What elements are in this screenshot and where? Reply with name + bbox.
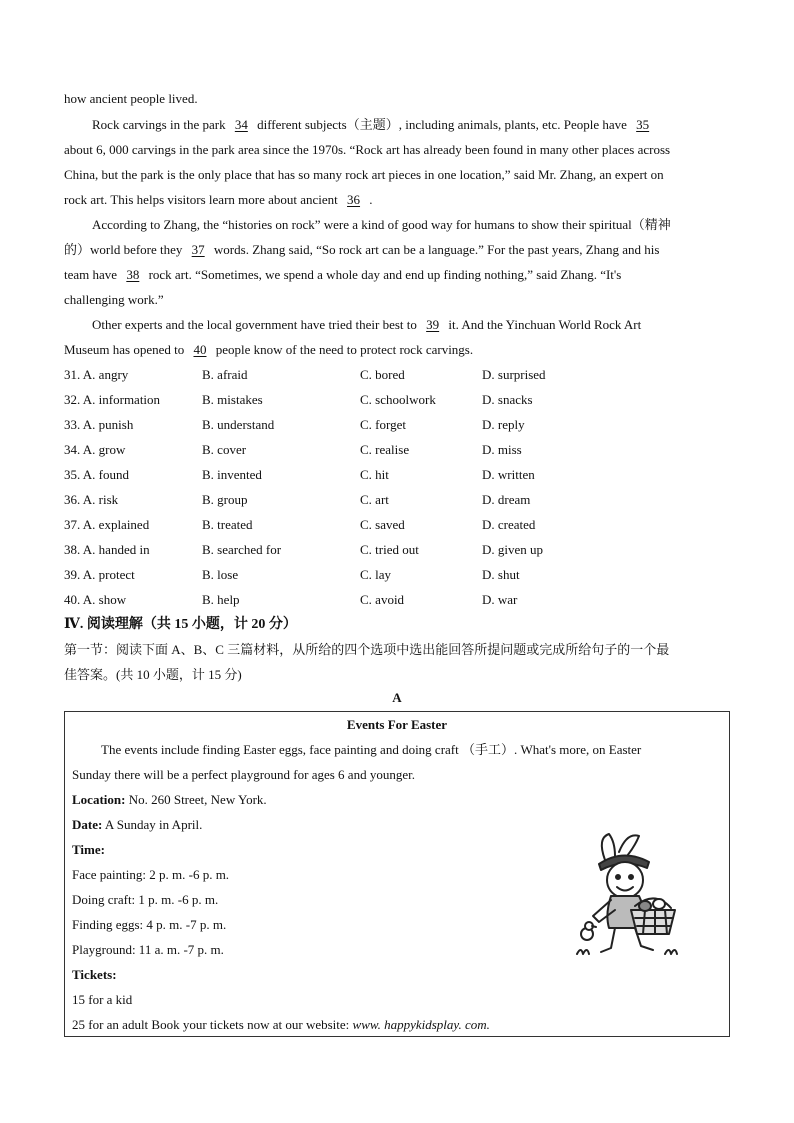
notice-face-painting: Face painting: 2 p. m. -6 p. m. (72, 867, 230, 882)
question-option-c: C. hit (360, 467, 389, 482)
question-option-b: B. treated (202, 517, 253, 532)
text: Other experts and the local government have tried their best to (92, 317, 421, 332)
notice-intro: Sunday there will be a perfect playground for ages 6 and younger. (72, 767, 415, 782)
text: 的）world before they (64, 242, 186, 257)
blank-35: 35 (636, 117, 650, 132)
passage-line (92, 316, 641, 334)
blank-39: 39 (426, 317, 440, 332)
passage-line: According to Zhang, the “histories on rock” were a kind of good way for humans to show their spiritual（精神 (92, 217, 671, 232)
label: Date: (72, 817, 103, 832)
question-option-d: D. shut (482, 567, 520, 582)
text: . (369, 192, 373, 207)
question-option-d: D. snacks (482, 392, 533, 407)
text: rock art. This helps visitors learn more about ancient (64, 192, 342, 207)
notice-kid-ticket: 15 for a kid (72, 992, 133, 1007)
question-option-d: D. miss (482, 442, 522, 457)
question-option-b: B. searched for (202, 542, 282, 557)
text: 25 for an adult Book your tickets now at our website: (72, 1017, 353, 1032)
notice-title: Events For Easter (346, 717, 448, 732)
question-option-a: 31. A. angry (64, 367, 129, 382)
value: A Sunday in April. (102, 817, 203, 832)
passage-line: about 6, 000 carvings in the park area since the 1970s. “Rock art has already been found in many other places across (64, 142, 671, 157)
question-option-c: C. realise (360, 442, 410, 457)
section-instruction: 佳答案。(共 10 小题，计 15 分) (64, 667, 242, 682)
question-option-d: D. dream (482, 492, 531, 507)
question-option-a: 32. A. information (64, 392, 161, 407)
notice-location (72, 791, 267, 809)
question-option-a: 35. A. found (64, 467, 129, 482)
easter-notice-box (64, 711, 730, 1037)
question-option-a: 34. A. grow (64, 442, 126, 457)
question-option-c: C. schoolwork (360, 392, 436, 407)
text: Museum has opened to (64, 342, 188, 357)
question-option-b: B. cover (202, 442, 247, 457)
question-option-a: 33. A. punish (64, 417, 134, 432)
blank-38: 38 (126, 267, 140, 282)
question-option-b: B. lose (202, 567, 239, 582)
text: Rock carvings in the park (92, 117, 229, 132)
question-option-d: D. given up (482, 542, 544, 557)
question-option-b: B. invented (202, 467, 262, 482)
question-option-d: D. reply (482, 417, 525, 432)
blank-36: 36 (347, 192, 361, 207)
text: different subjects（主题）, including animals, plants, etc. People have (253, 117, 631, 132)
question-option-c: C. lay (360, 567, 392, 582)
section-instruction: 第一节：阅读下面 A、B、C 三篇材料，从所给的四个选项中选出能回答所提问题或完成所给句子的一个最 (64, 642, 670, 657)
notice-tickets-label: Tickets: (72, 967, 117, 982)
text: rock art. “Sometimes, we spend a whole day and end up finding nothing,” said Zhang. “It's (145, 267, 622, 282)
blank-37: 37 (191, 242, 205, 257)
question-option-b: B. mistakes (202, 392, 263, 407)
question-option-a: 36. A. risk (64, 492, 119, 507)
question-option-a: 38. A. handed in (64, 542, 150, 557)
blank-40: 40 (193, 342, 207, 357)
passage-line (64, 241, 659, 259)
question-option-c: C. saved (360, 517, 405, 532)
passage-line (64, 191, 373, 209)
section-title: Ⅳ. 阅读理解（共 15 小题，计 20 分） (64, 617, 297, 632)
question-option-c: C. forget (360, 417, 406, 432)
question-option-d: D. war (482, 592, 518, 607)
question-option-a: 39. A. protect (64, 567, 135, 582)
label: Location: (72, 792, 126, 807)
question-option-c: C. art (360, 492, 389, 507)
question-option-b: B. afraid (202, 367, 248, 382)
passage-line: China, but the park is the only place that has so many rock art pieces in one location,” said Mr. Zhang, an expert on (64, 167, 664, 182)
notice-date (72, 816, 202, 834)
notice-adult-ticket (72, 1016, 490, 1034)
question-option-b: B. group (202, 492, 248, 507)
question-option-d: D. surprised (482, 367, 546, 382)
question-option-c: C. bored (360, 367, 405, 382)
notice-intro: The events include finding Easter eggs, face painting and doing craft （手工）. What's more, on Easter (101, 742, 642, 757)
question-option-a: 37. A. explained (64, 517, 150, 532)
question-option-b: B. understand (202, 417, 275, 432)
blank-34: 34 (234, 117, 248, 132)
notice-time-label: Time: (72, 842, 105, 857)
passage-line: challenging work.” (64, 292, 164, 307)
text: people know of the need to protect rock carvings. (212, 342, 474, 357)
question-option-d: D. written (482, 467, 535, 482)
text: words. Zhang said, “So rock art can be a language.” For the past years, Zhang and his (210, 242, 660, 257)
question-option-c: C. avoid (360, 592, 405, 607)
passage-line (64, 341, 473, 359)
text: it. And the Yinchuan World Rock Art (445, 317, 642, 332)
passage-line (64, 266, 621, 284)
question-option-c: C. tried out (360, 542, 419, 557)
passage-line: how ancient people lived. (64, 91, 198, 106)
question-option-b: B. help (202, 592, 240, 607)
value: No. 260 Street, New York. (125, 792, 267, 807)
notice-finding-eggs: Finding eggs: 4 p. m. -7 p. m. (72, 917, 227, 932)
notice-doing-craft: Doing craft: 1 p. m. -6 p. m. (72, 892, 219, 907)
text: team have (64, 267, 121, 282)
child-with-easter-basket-illustration (575, 830, 687, 958)
notice-playground: Playground: 11 a. m. -7 p. m. (72, 942, 224, 957)
website-link[interactable]: www. happykidsplay. com. (352, 1017, 490, 1032)
passage-letter: A (392, 690, 402, 705)
passage-line (92, 116, 655, 134)
question-option-a: 40. A. show (64, 592, 127, 607)
question-option-d: D. created (482, 517, 536, 532)
